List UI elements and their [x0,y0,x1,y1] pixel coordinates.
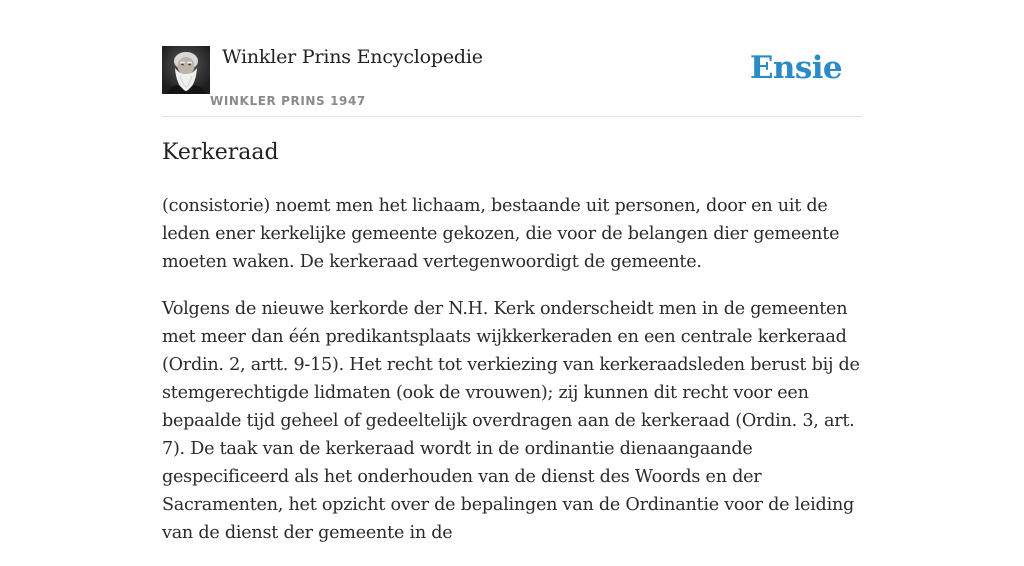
site-header [162,44,862,117]
avatar[interactable] [162,46,210,94]
article-title: Kerkeraad [162,140,279,165]
source-subtitle[interactable]: WINKLER PRINS 1947 [210,94,366,108]
brand-logo[interactable]: Ensie [749,50,842,86]
article-paragraph: (consistorie) noemt men het lichaam, bestaande uit personen, door en uit de leden ener kerkelijke gemeente gekozen, die voor de belangen dier gemeente moeten waken. De kerkeraad vertegenwoordigt de gemeente. [162,196,840,272]
bearded-man-portrait-icon [162,46,210,94]
article-body [162,192,862,566]
site-title[interactable]: Winkler Prins Encyclopedie [222,46,483,68]
article-paragraph: Volgens de nieuwe kerkorde der N.H. Kerk onderscheidt men in de gemeenten met meer dan één predikantsplaats wijkkerkeraden en een centrale kerkeraad (Ordin. 2, artt. 9-15). Het recht tot verkiezing van kerkeraadsleden berust bij de stemgerechtigde lidmaten (ook de vrouwen); zij kunnen dit recht voor een bepaalde tijd geheel of gedeeltelijk overdragen aan de kerkeraad (Ordin. 3, art. 7). De taak van de kerkeraad wordt in de ordinantie dienaangaande gespecificeerd als het onderhouden van de dienst des Woords en der Sacramenten, het opzicht over de bepalingen van de Ordinantie voor de leiding van de dienst der gemeente in de [162,299,860,543]
